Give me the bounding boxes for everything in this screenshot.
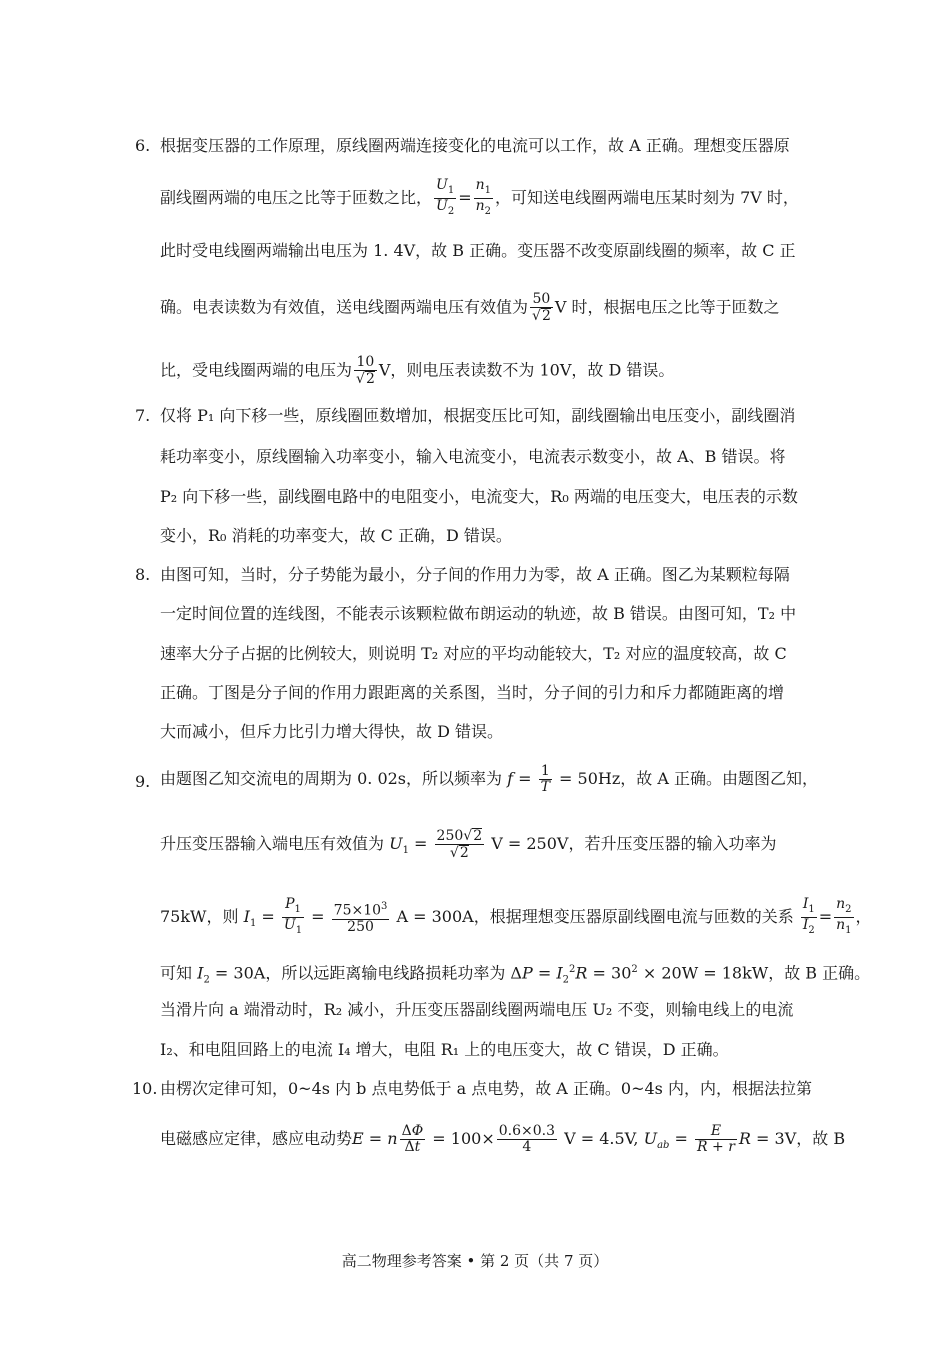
q9-frequency-formula: $\frac{1}{T}$ xyxy=(540,763,550,795)
q9-line-6: I₂、和电阻回路上的电流 I₄ 增大，电阻 R₁ 上的电压变大，故 C 错误，D 正确。 xyxy=(160,1040,729,1059)
q9-line-4b: ，所以远距离输电线路损耗功率为 xyxy=(265,963,506,983)
q8-number: 8. xyxy=(135,565,151,584)
q10-line-1: 由楞次定律可知，0~4s 内 b 点电势低于 a 点电势，故 A 正确。0~4s 内，内，根据法拉第 xyxy=(160,1079,812,1098)
q9-line-5: 当滑片向 a 端滑动时，R₂ 减小，升压变压器副线圈两端电压 U₂ 不变，则输电线上的电流 xyxy=(160,1000,794,1019)
q9-line-2: 升压变压器输入端电压有效值为 $U_1$ = $\frac{250√2}{√2}$ V = 250V，若升压变压器的输入功率为 xyxy=(160,828,777,861)
q8-line-3: 速率大分子占据的比例较大，则说明 T₂ 对应的平均动能较大，T₂ 对应的温度较高，故 C xyxy=(160,644,787,663)
q8-line-5: 大而减小，但斥力比引力增大得快，故 D 错误。 xyxy=(160,722,504,741)
q6-voltage-ratio-formula: $\frac{U_1}{U_2}$ xyxy=(436,177,455,217)
q10-line-2b: ，故 B xyxy=(796,1129,846,1148)
q9-current-ratio-formula: $\frac{I_1}{I_2}$ xyxy=(802,896,815,936)
q10-number: 10. xyxy=(132,1079,158,1098)
q9-line-3a: 75kW，则 xyxy=(160,906,239,926)
q6-line-4b: V 时，根据电压之比等于匝数之 xyxy=(554,297,780,317)
q7-line-2: 耗功率变小，原线圈输入功率变小，输入电流变小，电流表示数变小，故 A、B 错误。将 xyxy=(160,447,786,466)
q9-line-1a: 由题图乙知交流电的周期为 0. 02s，所以频率为 xyxy=(160,769,503,788)
q10-line-2: 电磁感应定律，感应电动势E = n $\frac{\Delta\Phi}{\Delta t}$ = 100× $\frac{0.6\times 0.3}{4}$ V = 4.5V, $U_{ab}$ = $\frac{E}{R + r}$ R = 3V，故 B xyxy=(160,1123,846,1155)
q10-emf-formula-b: $\frac{0.6\times 0.3}{4}$ xyxy=(498,1123,555,1155)
q6-line-4a: 确。电表读数为有效值，送电线圈两端电压有效值为 xyxy=(160,297,529,317)
q7-line-4: 变小，R₀ 消耗的功率变大，故 C 正确，D 错误。 xyxy=(160,526,512,545)
q9-current-formula-b: $\frac{75\times 10^3}{250}$ xyxy=(333,901,388,936)
q6-line-2a: 副线圈两端的电压之比等于匝数之比， xyxy=(160,187,433,207)
page-footer: 高二物理参考答案 • 第 2 页（共 7 页） xyxy=(341,1252,609,1270)
q6-secondary-voltage-formula: $\frac{10}{√2}$ xyxy=(356,354,375,387)
q8-line-1: 由图可知，当时，分子势能为最小，分子间的作用力为零，故 A 正确。图乙为某颗粒每隔 xyxy=(160,565,790,584)
q9-number: 9. xyxy=(135,772,151,791)
q7-line-1: 仅将 P₁ 向下移一些，原线圈匝数增加，根据变压比可知，副线圈输出电压变小，副线圈消 xyxy=(160,406,796,425)
q9-line-4: 可知 $I_2 = 30A$，所以远距离输电线路损耗功率为 $\Delta P = I_2^2R = 30^2 \times 20W = 18kW$，故 B 正确。 xyxy=(160,963,871,986)
q10-line-2a: 电磁感应定律，感应电动势 xyxy=(160,1129,353,1148)
q9-line-3b: ，根据理想变压器原副线圈电流与匝数的关系 xyxy=(473,906,794,926)
q10-uab-formula: $\frac{E}{R + r}$ xyxy=(697,1123,735,1155)
q6-number: 6. xyxy=(135,136,151,155)
q9-line-2a: 升压变压器输入端电压有效值为 xyxy=(160,834,385,853)
q6-line-5 xyxy=(160,355,674,387)
q9-turns-ratio-formula: $\frac{n_2}{n_1}$ xyxy=(836,896,852,936)
q9-input-voltage-formula: $\frac{250√2}{√2}$ xyxy=(436,828,483,861)
q7-number: 7. xyxy=(135,406,151,425)
q9-line-3: 75kW，则 $I_1$ = $\frac{P_1}{U_1}$ = $\frac{75\times 10^3}{250}$ A = 300A，根据理想变压器原副线圈电流与匝数的关系 $\frac{I_1}{I_2}$ = $\frac{n_2}{n_1}$ ， xyxy=(160,896,872,936)
q9-line-1: 由题图乙知交流电的周期为 0. 02s，所以频率为 f = $\frac{1}{T}$ = 50Hz，故 A 正确。由题图乙知， xyxy=(160,763,819,795)
q9-line-1b: ，故 A 正确。由题图乙知， xyxy=(620,769,819,788)
q6-line-4 xyxy=(160,292,780,324)
q6-rms-voltage-formula: $\frac{50}{√2}$ xyxy=(532,291,551,324)
q6-line-5a: 比，受电线圈两端的电压为 xyxy=(160,360,353,380)
q9-line-4c: ，故 B 正确。 xyxy=(768,963,871,983)
q9-current-formula-a: $\frac{P_1}{U_1}$ xyxy=(283,896,303,936)
q6-line-2: 副线圈两端的电压之比等于匝数之比， $\frac{U_1}{U_2}$ = $\frac{n_1}{n_2}$ ，可知送电线圈两端电压某时刻为 7V 时， xyxy=(160,177,799,217)
q8-line-4: 正确。丁图是分子间的作用力跟距离的关系图，当时，分子间的引力和斥力都随距离的增 xyxy=(160,683,785,702)
q10-emf-formula-a: $\frac{\Delta\Phi}{\Delta t}$ xyxy=(401,1123,424,1155)
q8-line-2: 一定时间位置的连线图，不能表示该颗粒做布朗运动的轨迹，故 B 错误。由图可知，T₂ 中 xyxy=(160,604,797,623)
q6-turns-ratio-formula: $\frac{n_1}{n_2}$ xyxy=(475,177,492,217)
q6-line-1: 根据变压器的工作原理，原线圈两端连接变化的电流可以工作，故 A 正确。理想变压器原 xyxy=(160,136,790,155)
q6-line-3: 此时受电线圈两端输出电压为 1. 4V，故 B 正确。变压器不改变原副线圈的频率，故 C 正 xyxy=(160,241,796,260)
q9-line-4a: 可知 xyxy=(160,963,193,983)
q9-line-2b: ，若升压变压器的输入功率为 xyxy=(568,834,777,853)
q7-line-3: P₂ 向下移一些，副线圈电路中的电阻变小，电流变大，R₀ 两端的电压变大，电压表的示数 xyxy=(160,487,798,506)
q6-line-5b: V，则电压表读数不为 10V，故 D 错误。 xyxy=(378,360,675,380)
q6-line-2b: ，可知送电线圈两端电压某时刻为 7V 时， xyxy=(495,187,799,207)
